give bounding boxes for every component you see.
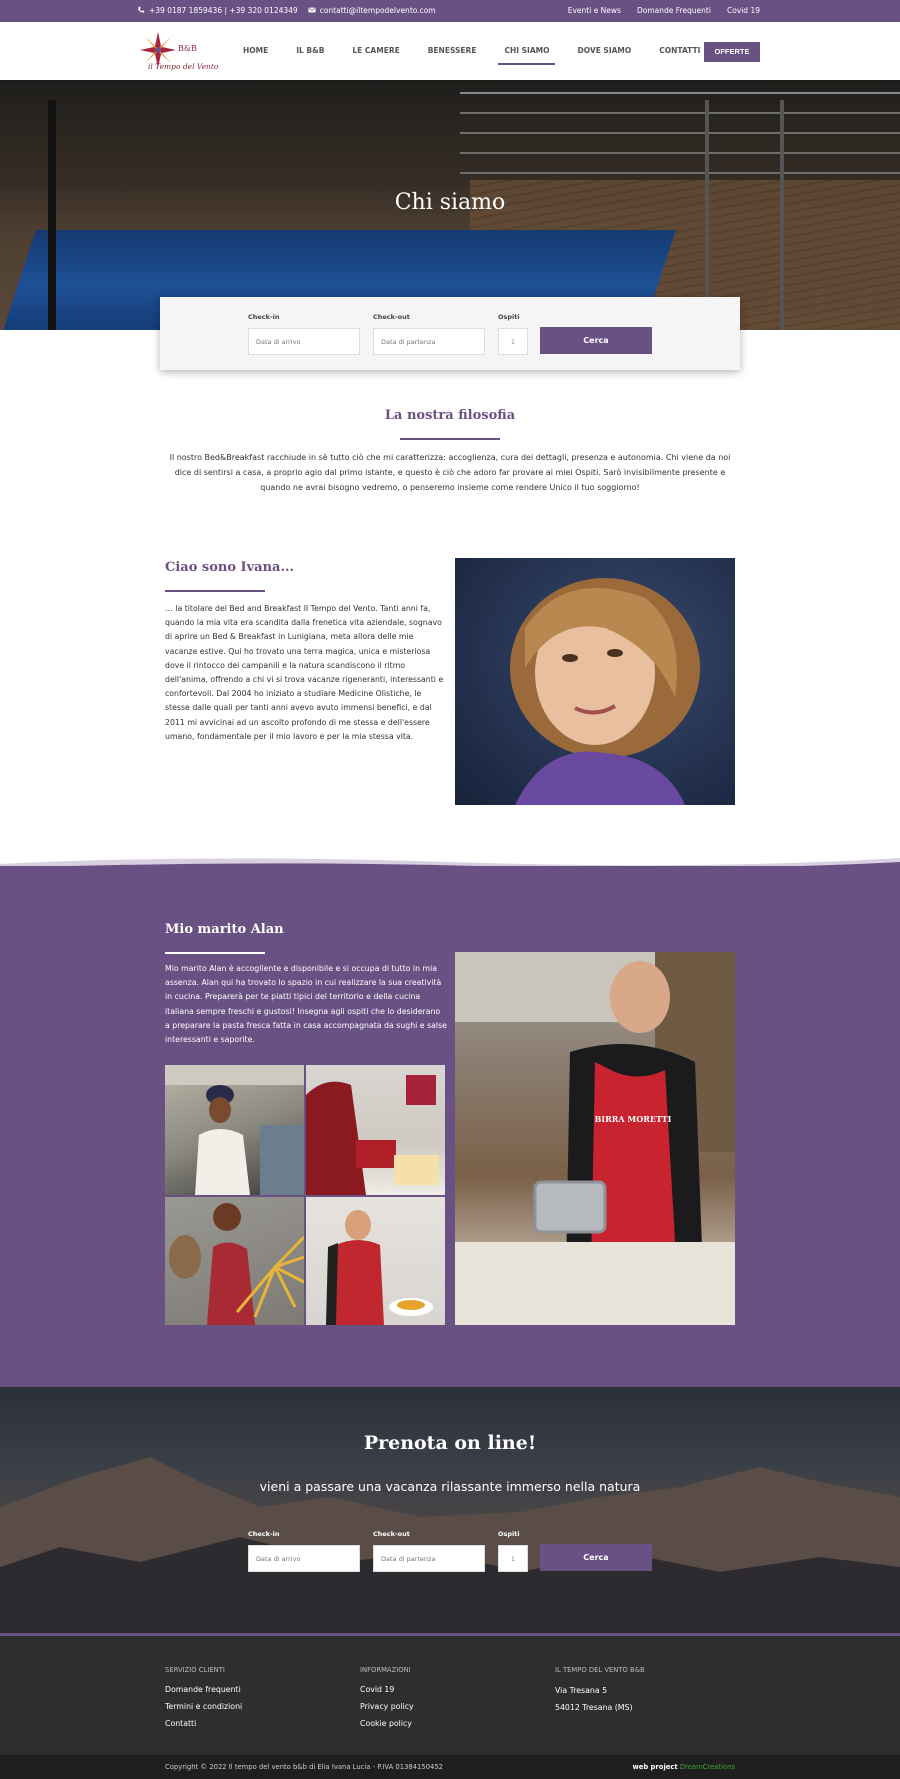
- guests-input[interactable]: [498, 328, 528, 355]
- gallery-photo-chef[interactable]: [165, 1065, 304, 1195]
- hero-banner: [0, 80, 900, 330]
- ivana-title: Ciao sono Ivana...: [165, 560, 295, 575]
- footer-link-covid[interactable]: Covid 19: [360, 1685, 395, 1694]
- checkout-input[interactable]: [373, 328, 485, 355]
- footer-link-faq[interactable]: Domande frequenti: [165, 1685, 241, 1694]
- main-menu: [230, 22, 700, 80]
- cta-checkin-field: [248, 1530, 360, 1572]
- checkout-label: Check-out: [373, 313, 410, 321]
- copyright-text: Copyright © 2022 Il tempo del vento b&b di Elia Ivana Lucia - P.IVA 01384150452: [165, 1763, 443, 1771]
- cta-checkout-input[interactable]: [373, 1545, 485, 1572]
- nav-home[interactable]: HOME: [243, 46, 269, 55]
- checkout-field: [373, 313, 485, 355]
- phone-icon: [137, 6, 145, 14]
- copyright-bar: [0, 1755, 900, 1779]
- cta-guests-input[interactable]: [498, 1545, 528, 1572]
- nav-chi-siamo[interactable]: CHI SIAMO: [504, 22, 549, 80]
- chef-illustration: [165, 1065, 304, 1195]
- phone-contact[interactable]: +39 0187 1859436 | +39 320 0124349: [137, 6, 298, 15]
- footer-col-servizio: [165, 1666, 242, 1736]
- site-logo[interactable]: [138, 28, 219, 74]
- footer-link-contacts[interactable]: Contatti: [165, 1719, 197, 1728]
- credit-prefix: web project: [632, 1763, 678, 1771]
- guests-field: [498, 313, 528, 355]
- philosophy-text: Il nostro Bed&Breakfast racchiude in sè tutto ciò che mi caratterizza: accoglienza, cura dei dettagli, presenza e autonomia. Chi viene da noi dice di sentirsi a casa, a proprio agio dal primo istante, e questo è ciò che adoro far provare ai miei Ospiti. Sarò invisibilmente presente e quando ne avrai bisogno vedremo, o penseremo insieme come rendere Unico il tuo soggiorno!: [169, 453, 731, 492]
- alan-divider: [165, 952, 265, 954]
- apron-text: BIRRA MORETTI: [594, 1114, 672, 1124]
- cta-checkout-field: [373, 1530, 485, 1572]
- cooking-class-illustration: [165, 1197, 304, 1325]
- site-footer: [0, 1633, 900, 1755]
- alan-text: Mio marito Alan è accogliente e disponibile e si occupa di tutto in mia assenza. Alan qui ha trovato lo spazio in cui realizzare la sua creatività in cucina. Preparerà per te piatti tipici del territorio e della cucina italiana sempre freschi e gustosi! Insegna agli ospiti che lo desiderano a preparare la pasta fresca fatta in casa accompagnata da sughi e salse interessanti e saporite.: [165, 964, 447, 1045]
- cta-title: Prenota on line!: [363, 1432, 537, 1454]
- nav-contatti[interactable]: CONTATTI: [659, 46, 701, 55]
- alan-photo: [455, 952, 735, 1325]
- cta-subtitle: vieni a passare una vacanza rilassante immerso nella natura: [259, 1479, 641, 1494]
- nav-le-camere[interactable]: LE CAMERE: [352, 46, 400, 55]
- cta-search-button[interactable]: Cerca: [540, 1544, 652, 1571]
- philosophy-title: La nostra filosofia: [384, 408, 516, 423]
- cta-guests-field: [498, 1530, 528, 1572]
- cta-checkin-label: Check-in: [248, 1530, 280, 1538]
- alan-title: Mio marito Alan: [165, 922, 284, 937]
- footer-address-street: Via Tresana 5: [555, 1686, 608, 1695]
- pasta-illustration: [306, 1065, 445, 1195]
- cta-guests-label: Ospiti: [498, 1530, 520, 1538]
- mountains-background: [0, 1387, 900, 1633]
- footer-link-cookie[interactable]: Cookie policy: [360, 1719, 412, 1728]
- cta-checkout-label: Check-out: [373, 1530, 410, 1538]
- checkin-input[interactable]: [248, 328, 360, 355]
- credit-name: DreamCreations: [679, 1763, 735, 1771]
- main-navbar: [0, 22, 900, 80]
- nav-il-bb[interactable]: IL B&B: [296, 46, 325, 55]
- checkin-label: Check-in: [248, 313, 280, 321]
- gallery-photo-pasta[interactable]: [306, 1065, 445, 1195]
- ivana-portrait-illustration: [455, 558, 735, 805]
- topbar-link-faq[interactable]: Domande Frequenti: [636, 6, 711, 15]
- guests-label: Ospiti: [498, 313, 520, 321]
- email-contact[interactable]: contatti@iltempodelvento.com: [308, 6, 436, 15]
- logo-text-bb: B&B: [178, 44, 197, 53]
- footer-col-title: SERVIZIO CLIENTI: [165, 1666, 225, 1674]
- checkin-field: [248, 313, 360, 355]
- offerte-button[interactable]: OFFERTE: [704, 42, 760, 62]
- email-icon: [308, 6, 316, 14]
- footer-col-title: IL TEMPO DEL VENTO B&B: [555, 1666, 645, 1674]
- booking-form: [160, 297, 740, 370]
- search-button[interactable]: Cerca: [540, 327, 652, 354]
- ivana-text: … la titolare del Bed and Breakfast Il Tempo del Vento. Tanti anni fa, quando la mia vita era scandita dalla frenetica vita aziendale, sognavo di aprire un Bed & Breakfast in Lunigiana, meta allora delle mie vacanze estive. Qui ho trovato una terra magica, unica e misteriosa dove il rintocco dei campanili e la natura scandiscono il ritmo dell'anima, offrendo a chi vi si trova vacanze rigeneranti, interessanti e confortevoli. Dal 2004 ho iniziato a studiare Medicine Olistiche, le stesse dalle quali per tanti anni avevo avuto immensi benefici, e dal 2011 mi avvicinai ad un ascolto profondo di me stessa e dell'essere umano, fondamentale per il mio lavoro e per la mia stessa vita.: [165, 604, 444, 741]
- gallery-photo-alan-plate[interactable]: [306, 1197, 445, 1325]
- web-credit[interactable]: [632, 1763, 735, 1771]
- alan-section: [0, 866, 900, 1387]
- footer-link-terms[interactable]: Termini e condizioni: [165, 1702, 243, 1711]
- cta-checkin-input[interactable]: [248, 1545, 360, 1572]
- footer-col-address: [555, 1666, 645, 1720]
- ivana-divider: [165, 590, 265, 592]
- booking-cta-section: [0, 1387, 900, 1633]
- gallery-photo-cooking-class[interactable]: [165, 1197, 304, 1325]
- footer-address-city: 54012 Tresana (MS): [555, 1703, 633, 1712]
- footer-col-info: [360, 1666, 414, 1736]
- philosophy-divider: [400, 438, 500, 440]
- alan-illustration: [455, 952, 735, 1325]
- topbar-link-covid[interactable]: Covid 19: [726, 6, 760, 15]
- footer-col-title: INFORMAZIONI: [360, 1666, 411, 1674]
- alan-plate-illustration: [306, 1197, 445, 1325]
- topbar-link-eventi[interactable]: Eventi e News: [567, 6, 621, 15]
- top-bar: [0, 0, 900, 22]
- page-title: Chi siamo: [394, 190, 506, 215]
- footer-link-privacy[interactable]: Privacy policy: [360, 1702, 414, 1711]
- ivana-photo: [455, 558, 735, 805]
- nav-dove-siamo[interactable]: DOVE SIAMO: [577, 46, 632, 55]
- logo-text-name: il Tempo del Vento: [148, 62, 219, 71]
- nav-benessere[interactable]: BENESSERE: [427, 46, 477, 55]
